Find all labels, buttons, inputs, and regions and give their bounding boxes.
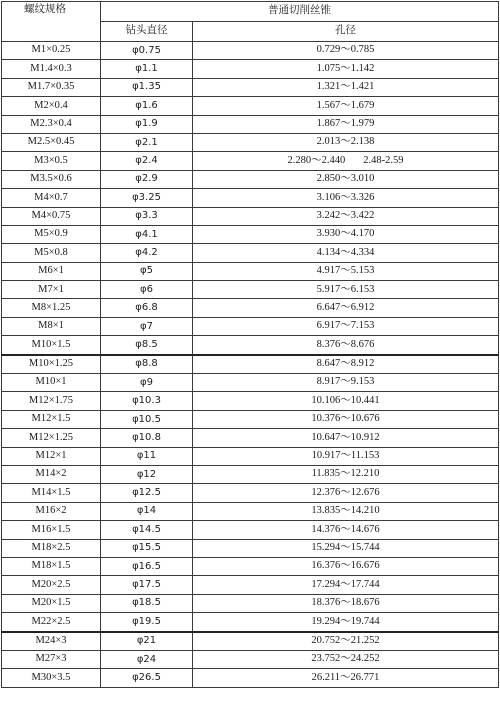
thread-spec-cell: M8×1.25 [2,299,101,317]
hole-diameter-cell [193,42,499,60]
hole-range: 4.917～5.153 [316,265,375,277]
drill-diameter-cell: φ19.5 [101,613,193,632]
table-row [2,355,499,374]
hole-diameter-cell [193,374,499,392]
hole-diameter-cell [193,447,499,465]
hole-diameter-cell [193,539,499,557]
hole-diameter-cell [193,225,499,243]
table-row [2,539,499,557]
thread-spec-cell: M12×1.75 [2,392,101,410]
thread-spec-cell: M27×3 [2,650,101,668]
thread-spec-cell: M12×1.25 [2,429,101,447]
table-row [2,557,499,575]
table-row [2,336,499,355]
table-row [2,484,499,502]
drill-diameter-cell: φ7 [101,317,193,335]
hole-range: 23.752～24.252 [311,653,380,665]
table-row [2,429,499,447]
hole-range: 3.930～4.170 [316,228,375,240]
hole-range: 3.106～3.326 [316,191,375,203]
drill-diameter-cell: φ12 [101,465,193,483]
hole-range: 20.752～21.252 [311,634,380,646]
hole-diameter-cell [193,244,499,262]
table-row [2,650,499,668]
thread-spec-cell: M14×1.5 [2,484,101,502]
hole-range: 8.376～8.676 [316,338,375,350]
drill-diameter-cell: φ4.1 [101,225,193,243]
hole-diameter-cell [193,557,499,575]
header-drill: 钻头直径 [101,22,193,42]
table-row [2,521,499,539]
hole-diameter-cell [193,392,499,410]
hole-range: 0.729～0.785 [316,44,375,56]
thread-spec-cell: M8×1 [2,317,101,335]
table-row [2,281,499,299]
drill-diameter-cell: φ1.35 [101,78,193,96]
drill-diameter-cell: φ10.8 [101,429,193,447]
drill-diameter-cell: φ2.9 [101,170,193,188]
hole-range: 17.294～17.744 [311,578,380,590]
hole-range: 1.567～1.679 [316,99,375,111]
hole-range: 16.376～16.676 [311,560,380,572]
drill-diameter-cell: φ11 [101,447,193,465]
drill-diameter-cell: φ1.1 [101,60,193,78]
header-group: 普通切削丝锥 [101,2,499,22]
hole-range: 10.106～10.441 [311,394,380,406]
hole-range: 11.835～12.210 [311,468,380,480]
drill-diameter-cell: φ6 [101,281,193,299]
table-row [2,189,499,207]
hole-diameter-cell [193,484,499,502]
hole-diameter-cell [193,502,499,520]
hole-range: 1.075～1.142 [316,62,375,74]
table-row [2,97,499,115]
hole-range: 10.647～10.912 [311,431,380,443]
hole-range: 18.376～18.676 [311,597,380,609]
table-row [2,115,499,133]
table-row [2,632,499,651]
hole-diameter-cell [193,299,499,317]
hole-diameter-cell [193,355,499,374]
table-row [2,78,499,96]
hole-diameter-cell [193,152,499,170]
drill-diameter-cell: φ10.3 [101,392,193,410]
hole-diameter-cell [193,650,499,668]
drill-diameter-cell: φ15.5 [101,539,193,557]
table-row [2,225,499,243]
hole-diameter-cell [193,60,499,78]
hole-range: 26.211～26.771 [311,671,380,683]
hole-range: 1.867～1.979 [316,118,375,129]
hole-diameter-cell [193,317,499,335]
table-row [2,317,499,335]
hole-diameter-cell [193,613,499,632]
hole-range: 6.917～7.153 [316,320,375,332]
hole-diameter-cell [193,189,499,207]
table-row [2,613,499,632]
thread-spec-cell: M20×1.5 [2,594,101,612]
hole-diameter-cell [193,594,499,612]
table-row [2,42,499,60]
table-row [2,465,499,483]
thread-spec-cell: M10×1.25 [2,355,101,374]
hole-diameter-cell [193,133,499,151]
thread-spec-cell: M10×1 [2,374,101,392]
thread-spec-cell: M16×2 [2,502,101,520]
thread-spec-cell: M5×0.9 [2,225,101,243]
thread-spec-cell: M2×0.4 [2,97,101,115]
drill-diameter-cell: φ1.9 [101,115,193,133]
thread-spec-cell: M12×1 [2,447,101,465]
hole-range: 1.321～1.421 [316,81,375,93]
thread-spec-cell: M5×0.8 [2,244,101,262]
drill-diameter-cell: φ24 [101,650,193,668]
hole-diameter-cell [193,262,499,280]
hole-diameter-cell [193,669,499,687]
drill-diameter-cell: φ14.5 [101,521,193,539]
hole-range: 3.242～3.422 [316,209,375,221]
thread-spec-cell: M12×1.5 [2,410,101,428]
table-row [2,207,499,225]
drill-diameter-cell: φ5 [101,262,193,280]
hole-range: 2.013～2.138 [316,136,375,148]
thread-spec-cell: M20×2.5 [2,576,101,594]
table-row [2,576,499,594]
thread-spec-cell: M2.5×0.45 [2,133,101,151]
drill-diameter-cell: φ8.8 [101,355,193,374]
thread-spec-cell: M3.5×0.6 [2,170,101,188]
table-row [2,133,499,151]
hole-diameter-cell [193,429,499,447]
thread-spec-cell: M18×1.5 [2,557,101,575]
table-row [2,170,499,188]
hole-range: 4.134～4.334 [316,246,375,258]
hole-diameter-cell [193,78,499,96]
drill-diameter-cell: φ26.5 [101,669,193,687]
hole-diameter-cell [193,207,499,225]
drill-diameter-cell: φ16.5 [101,557,193,575]
thread-spec-cell: M1×0.25 [2,42,101,60]
drill-diameter-cell: φ14 [101,502,193,520]
table-row [2,262,499,280]
drill-diameter-cell: φ6.8 [101,299,193,317]
thread-spec-cell: M7×1 [2,281,101,299]
table-row [2,299,499,317]
hole-diameter-cell [193,115,499,133]
hole-range: 2.280～2.440 [287,154,346,166]
thread-spec-cell: M3×0.5 [2,152,101,170]
drill-diameter-cell: φ1.6 [101,97,193,115]
hole-range: 10.917～11.153 [311,450,380,462]
hole-range: 14.376～14.676 [311,523,380,535]
hole-range: 6.647～6.912 [316,301,375,313]
hole-diameter-cell [193,632,499,651]
thread-spec-cell: M24×3 [2,632,101,651]
thread-spec-cell: M10×1.5 [2,336,101,355]
table-row [2,669,499,687]
drill-diameter-cell: φ21 [101,632,193,651]
hole-range: 2.850～3.010 [316,173,375,185]
drill-diameter-cell: φ4.2 [101,244,193,262]
drill-diameter-cell: φ10.5 [101,410,193,428]
hole-diameter-cell [193,521,499,539]
hole-range: 19.294～19.744 [311,615,380,627]
thread-spec-cell: M14×2 [2,465,101,483]
drill-diameter-cell: φ2.1 [101,133,193,151]
hole-diameter-cell [193,465,499,483]
table-row [2,410,499,428]
hole-diameter-cell [193,97,499,115]
table-row [2,244,499,262]
table-row [2,447,499,465]
drill-diameter-cell: φ8.5 [101,336,193,355]
table-row [2,594,499,612]
table-row [2,60,499,78]
table-row [2,502,499,520]
hole-alt-range: 2.48-2.59 [363,154,404,166]
thread-spec-cell: M1.4×0.3 [2,60,101,78]
table-row [2,392,499,410]
hole-range: 10.376～10.676 [311,413,380,425]
thread-spec-cell: M4×0.7 [2,189,101,207]
thread-spec-cell: M30×3.5 [2,669,101,687]
header-spec: 螺纹规格 [2,2,101,42]
thread-spec-cell: M2.3×0.4 [2,115,101,133]
drill-diameter-cell: φ0.75 [101,42,193,60]
hole-range: 8.647～8.912 [316,358,375,370]
table-row [2,152,499,170]
drill-diameter-cell: φ12.5 [101,484,193,502]
hole-diameter-cell [193,576,499,594]
hole-diameter-cell [193,281,499,299]
drill-diameter-cell: φ2.4 [101,152,193,170]
thread-spec-cell: M22×2.5 [2,613,101,632]
hole-range: 13.835～14.210 [311,505,380,517]
hole-range: 15.294～15.744 [311,541,380,553]
hole-diameter-cell [193,170,499,188]
hole-range: 5.917～6.153 [316,283,375,295]
hole-range: 8.917～9.153 [316,376,375,388]
thread-spec-cell: M6×1 [2,262,101,280]
thread-spec-cell: M16×1.5 [2,521,101,539]
tap-drill-table [1,1,499,688]
hole-diameter-cell [193,410,499,428]
table-row [2,374,499,392]
hole-diameter-cell [193,336,499,355]
hole-range: 12.376～12.676 [311,486,380,498]
header-hole: 孔径 [193,22,499,42]
thread-spec-cell: M18×2.5 [2,539,101,557]
thread-spec-cell: M1.7×0.35 [2,78,101,96]
table-body [2,42,499,688]
drill-diameter-cell: φ18.5 [101,594,193,612]
thread-spec-cell: M4×0.75 [2,207,101,225]
drill-diameter-cell: φ3.3 [101,207,193,225]
drill-diameter-cell: φ3.25 [101,189,193,207]
drill-diameter-cell: φ9 [101,374,193,392]
drill-diameter-cell: φ17.5 [101,576,193,594]
